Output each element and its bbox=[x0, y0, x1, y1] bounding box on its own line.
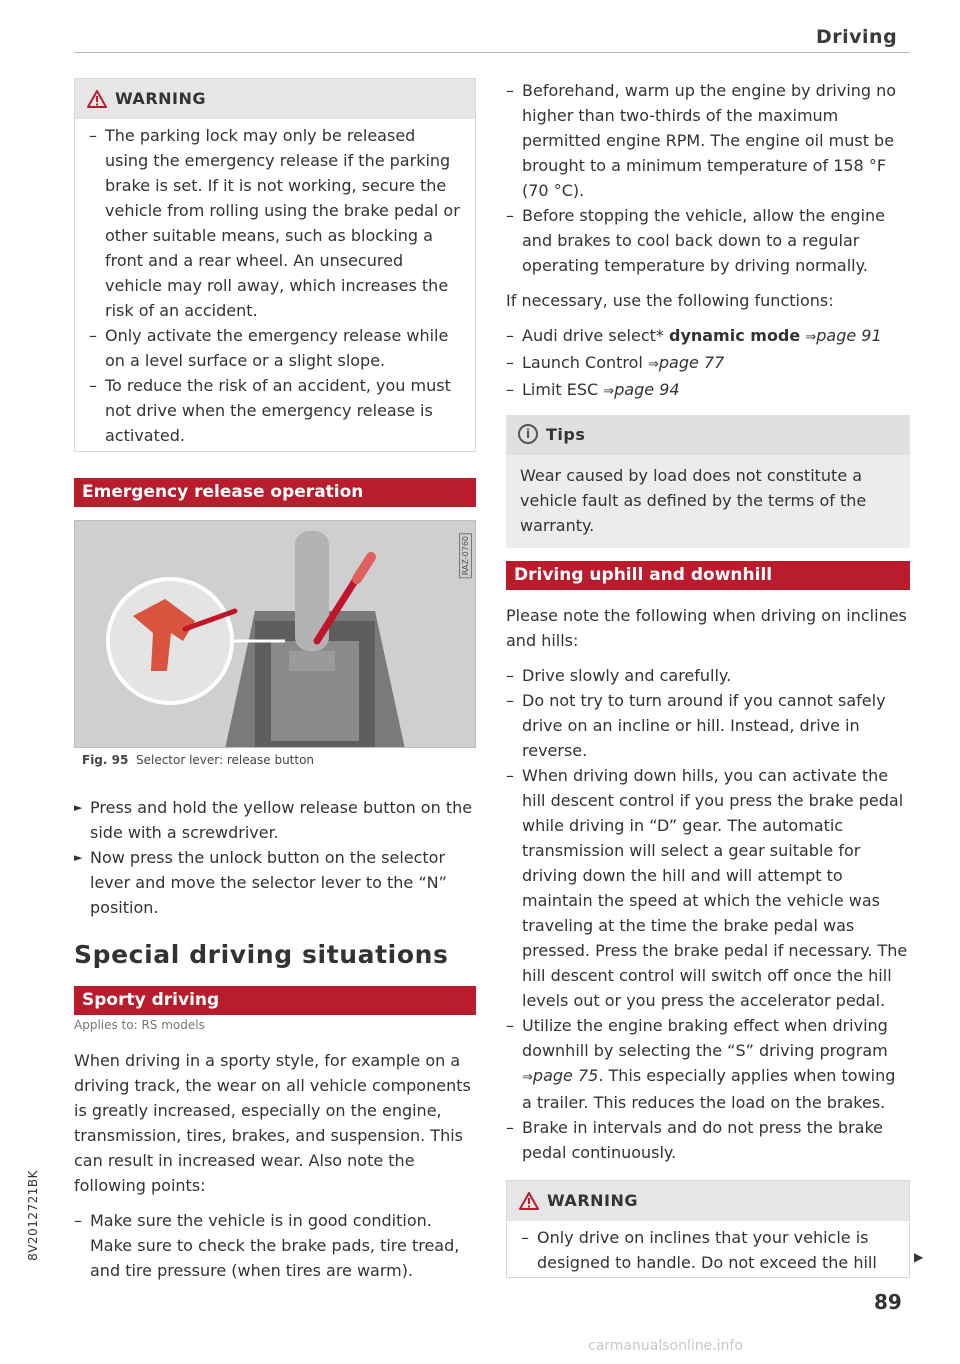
page-link[interactable]: page 77 bbox=[658, 353, 725, 372]
document-code: 8V2012721BK bbox=[26, 1170, 40, 1261]
uphill-item: – Do not try to turn around if you cannot safely drive on an incline or hill. Instead, drive in reverse. bbox=[506, 688, 910, 763]
function-item bbox=[506, 323, 910, 350]
warning-item: – To reduce the risk of an accident, you must not drive when the emergency release is activated. bbox=[89, 373, 461, 448]
sporty-driving-heading: Sporty driving bbox=[74, 986, 476, 1015]
function-text: Audi drive select* bbox=[522, 326, 669, 345]
page-link[interactable]: page 94 bbox=[614, 380, 680, 399]
warning-item: – Only drive on inclines that your vehicle is designed to handle. Do not exceed the hill bbox=[521, 1225, 895, 1275]
applies-note: Applies to: RS models bbox=[74, 1018, 205, 1032]
warning-header bbox=[507, 1181, 909, 1221]
uphill-text: . This especially applies when towing a trailer. This reduces the load on the brakes. bbox=[522, 1066, 896, 1112]
uphill-item bbox=[506, 1013, 910, 1115]
page-number: 89 bbox=[874, 1290, 902, 1314]
figure-code: RAZ-0760 bbox=[459, 533, 472, 578]
page-link[interactable]: page 91 bbox=[816, 326, 882, 345]
sporty-item: – Make sure the vehicle is in good condition. Make sure to check the brake pads, tire tread, and tire pressure (when tires are warm). bbox=[74, 1208, 476, 1283]
arrow-icon: ⇒ bbox=[647, 357, 659, 372]
tips-text: Wear caused by load does not constitute a vehicle fault as defined by the terms of the warranty. bbox=[520, 466, 867, 535]
functions-intro: If necessary, use the following functions: bbox=[506, 291, 834, 310]
sporty-item: – Beforehand, warm up the engine by driving no higher than two-thirds of the maximum permitted engine RPM. The engine oil must be brought to a minimum temperature of 158 °F (70 °C). bbox=[506, 78, 910, 203]
warning-item: – The parking lock may only be released using the emergency release if the parking brake is set. If it is not working, secure the vehicle from rolling using the brake pedal or other suitable means, such as blocking a front and a rear wheel. An unsecured vehicle may roll away, which increases the risk of an accident. bbox=[89, 123, 461, 323]
sporty-item: – Before stopping the vehicle, allow the engine and brakes to cool back down to a regular operating temperature by driving normally. bbox=[506, 203, 910, 278]
figure-caption-text: Selector lever: release button bbox=[135, 753, 315, 767]
info-icon: i bbox=[518, 424, 538, 444]
warning-box bbox=[74, 78, 476, 452]
function-text: Launch Control bbox=[522, 353, 648, 372]
selector-lever-illustration bbox=[75, 521, 476, 748]
arrow-icon: ⇒ bbox=[603, 384, 615, 399]
continue-arrow-icon: ▶ bbox=[914, 1250, 924, 1264]
figure-label: Fig. 95 bbox=[82, 753, 129, 767]
arrow-icon: ⇒ bbox=[805, 330, 817, 345]
warning-box-2 bbox=[506, 1180, 910, 1278]
uphill-item: – Brake in intervals and do not press the brake pedal continuously. bbox=[506, 1115, 910, 1165]
warning-item: – Only activate the emergency release while on a level surface or a slight slope. bbox=[89, 323, 461, 373]
warning-header bbox=[75, 79, 475, 119]
watermark: carmanualsonline.info bbox=[588, 1338, 743, 1354]
tips-header bbox=[506, 415, 910, 455]
uphill-heading: Driving uphill and downhill bbox=[506, 561, 910, 590]
warning-title: WARNING bbox=[115, 89, 206, 108]
uphill-item: – Drive slowly and carefully. bbox=[506, 663, 910, 688]
warning-triangle-icon bbox=[519, 1192, 539, 1210]
step-item: ► Now press the unlock button on the selector lever and move the selector lever to the “N” position. bbox=[74, 845, 476, 920]
emergency-release-heading: Emergency release operation bbox=[74, 478, 476, 507]
arrow-icon: ⇒ bbox=[522, 1070, 533, 1085]
step-item: ► Press and hold the yellow release button on the side with a screwdriver. bbox=[74, 795, 476, 845]
warning-title: WARNING bbox=[547, 1191, 638, 1210]
function-item bbox=[506, 377, 910, 404]
function-bold: dynamic mode bbox=[668, 326, 801, 345]
figure-caption bbox=[82, 753, 314, 767]
header-divider bbox=[74, 52, 910, 53]
function-item bbox=[506, 350, 910, 377]
uphill-intro: Please note the following when driving on inclines and hills: bbox=[506, 606, 907, 650]
section-title: Driving bbox=[816, 26, 898, 48]
selector-lever-figure bbox=[74, 520, 476, 748]
uphill-item: – When driving down hills, you can activate the hill descent control if you press the brake pedal while driving in “D” gear. The automatic transmission will select a gear suitable for driving down the hill and will attempt to maintain the speed at which the vehicle was traveling at the time the brake pedal was pressed. Press the brake pedal if necessary. The hill descent control will switch off once the hill levels out or you press the accelerator pedal. bbox=[506, 763, 910, 1013]
function-text: Limit ESC bbox=[522, 380, 604, 399]
tips-title: Tips bbox=[546, 425, 586, 444]
warning-triangle-icon bbox=[87, 90, 107, 108]
uphill-text: Utilize the engine braking effect when driving downhill by selecting the “S” driving program bbox=[522, 1016, 888, 1060]
sporty-paragraph: When driving in a sporty style, for example on a driving track, the wear on all vehicle components is greatly increased, especially on the engine, transmission, tires, brakes, and suspension. This can result in increased wear. Also note the following points: bbox=[74, 1051, 471, 1195]
page-link[interactable]: page 75 bbox=[532, 1066, 599, 1085]
tips-box bbox=[506, 415, 910, 533]
special-driving-title: Special driving situations bbox=[74, 940, 449, 969]
